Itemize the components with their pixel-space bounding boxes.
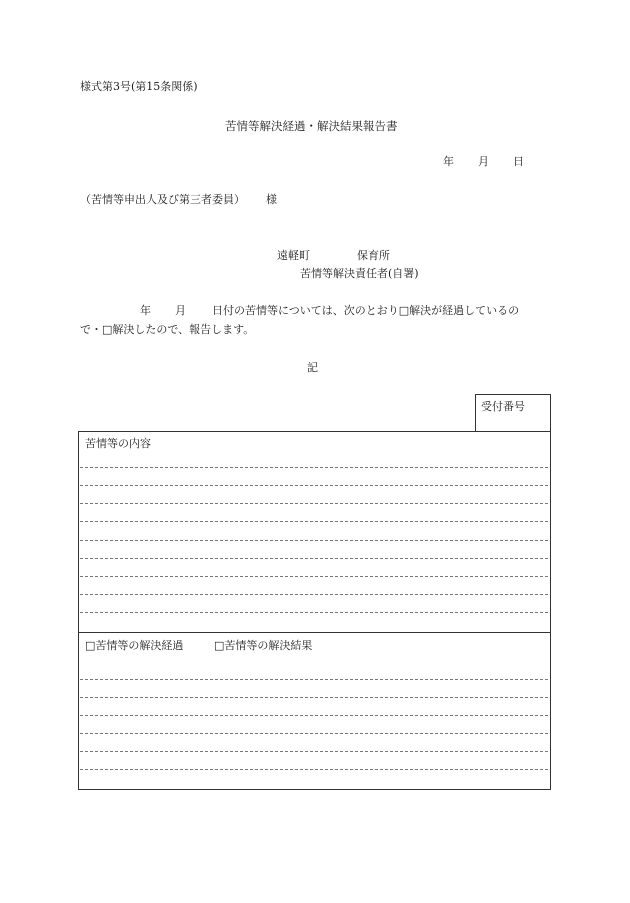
date-day: 日 bbox=[513, 155, 524, 168]
page-title: 苦情等解決経過・解決結果報告書 bbox=[225, 119, 398, 133]
addressee-honorific: 様 bbox=[266, 193, 277, 206]
complaint-line[interactable] bbox=[80, 485, 548, 486]
sender-facility: 保育所 bbox=[357, 249, 390, 262]
resolution-line[interactable] bbox=[80, 751, 548, 752]
ki-heading: 記 bbox=[307, 361, 318, 374]
complaint-line[interactable] bbox=[80, 594, 548, 595]
body-month: 月 bbox=[175, 304, 186, 317]
body-line1: 日付の苦情等については、次のとおり□解決が経過しているの bbox=[212, 304, 520, 317]
reception-number-box[interactable] bbox=[475, 394, 551, 432]
sender-responsible: 苦情等解決責任者(自署) bbox=[300, 267, 419, 280]
complaint-line[interactable] bbox=[80, 612, 548, 613]
progress-checkbox-label[interactable]: □苦情等の解決経過 bbox=[85, 639, 184, 652]
complaint-line[interactable] bbox=[80, 467, 548, 468]
complaint-line[interactable] bbox=[80, 521, 548, 522]
date-month: 月 bbox=[478, 155, 489, 168]
result-checkbox-label[interactable]: □苦情等の解決結果 bbox=[214, 639, 313, 652]
body-year: 年 bbox=[140, 304, 151, 317]
resolution-line[interactable] bbox=[80, 769, 548, 770]
resolution-box[interactable] bbox=[78, 632, 551, 790]
resolution-line[interactable] bbox=[80, 697, 548, 698]
complaint-content-label: 苦情等の内容 bbox=[85, 437, 151, 450]
complaint-line[interactable] bbox=[80, 558, 548, 559]
resolution-line[interactable] bbox=[80, 715, 548, 716]
resolution-line[interactable] bbox=[80, 679, 548, 680]
complaint-content-box[interactable] bbox=[78, 431, 551, 633]
date-year: 年 bbox=[443, 155, 454, 168]
complaint-line[interactable] bbox=[80, 576, 548, 577]
complaint-line[interactable] bbox=[80, 540, 548, 541]
sender-town: 遠軽町 bbox=[277, 249, 310, 262]
resolution-line[interactable] bbox=[80, 733, 548, 734]
complaint-line[interactable] bbox=[80, 503, 548, 504]
form-id: 様式第3号(第15条関係) bbox=[80, 80, 198, 93]
reception-number-label: 受付番号 bbox=[481, 400, 525, 413]
addressee-name: （苦情等申出人及び第三者委員） bbox=[80, 193, 245, 206]
body-line2: で・□解決したので、報告します。 bbox=[80, 323, 255, 336]
